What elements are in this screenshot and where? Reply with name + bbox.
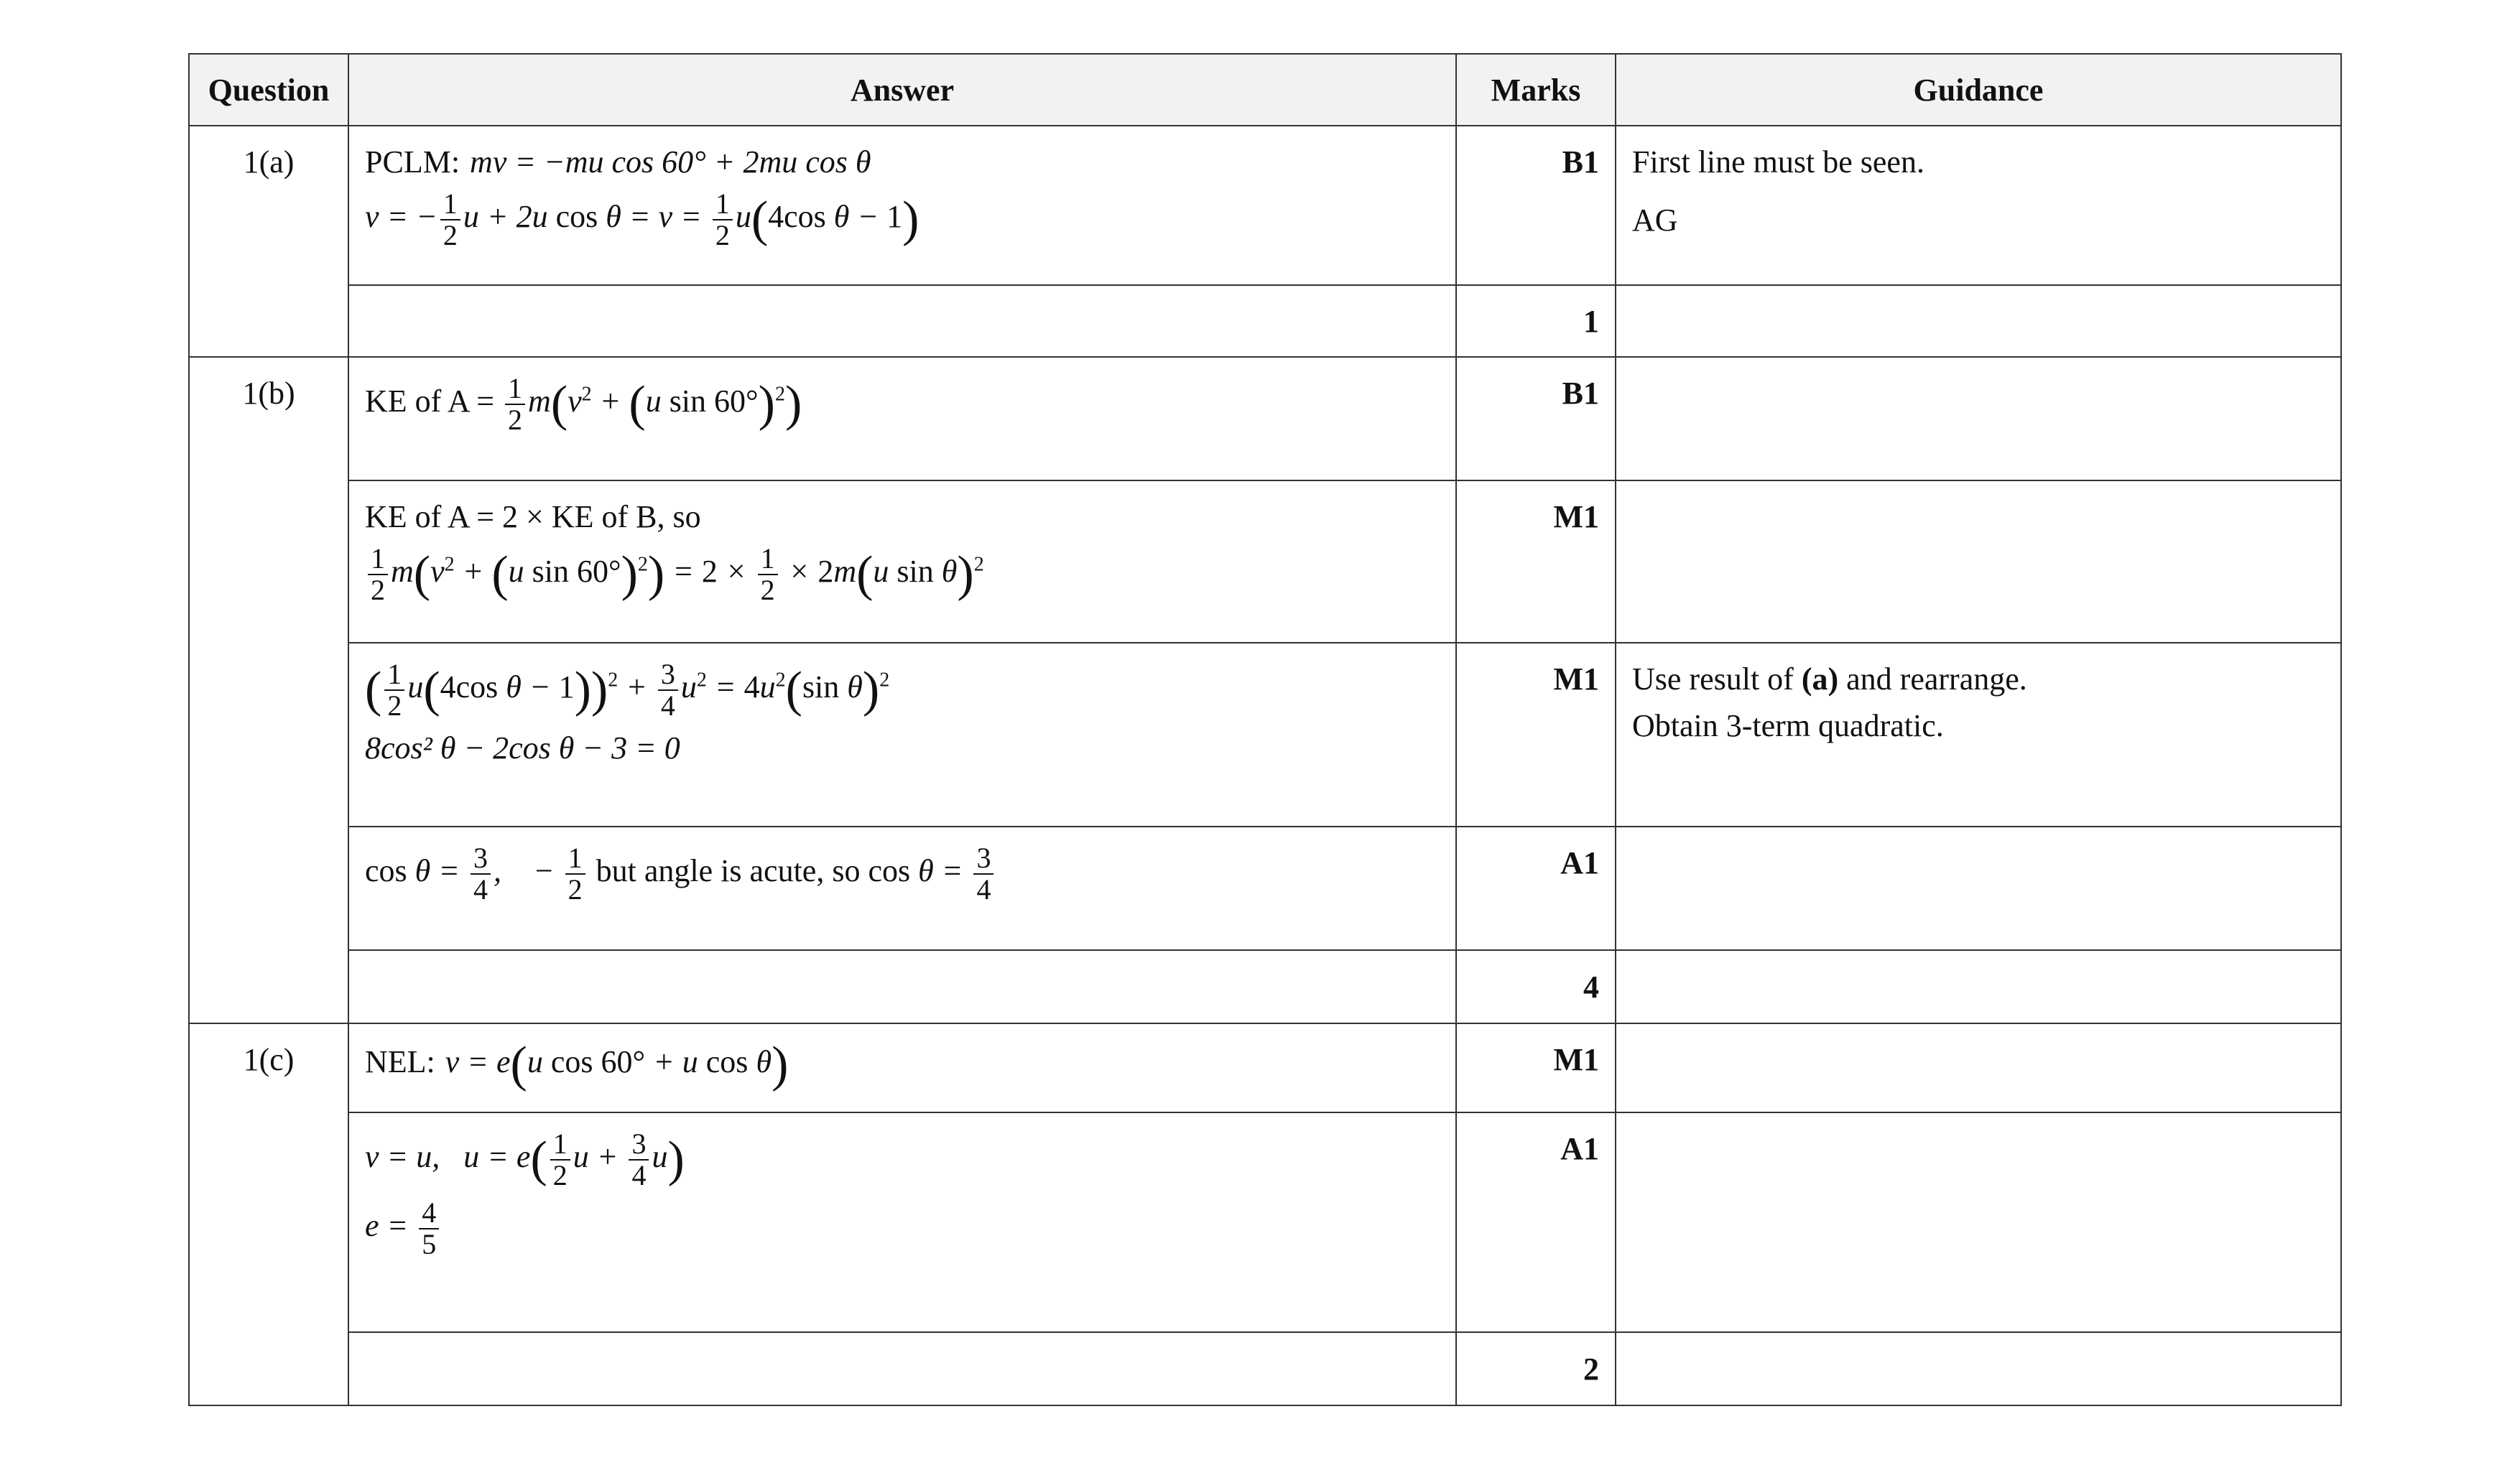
q1c-row-1 bbox=[189, 1023, 2341, 1112]
question-label-1a: 1(a) bbox=[189, 126, 348, 357]
answer-cell bbox=[348, 827, 1456, 950]
nel-label: NEL: bbox=[365, 1044, 435, 1080]
nel-equation: v = e(u cos 60° + u cos θ) bbox=[445, 1037, 789, 1092]
mark: M1 bbox=[1456, 1023, 1616, 1112]
cos-answer: cos θ = $\frac{3}{4}$ bbox=[868, 853, 996, 888]
answer-cell bbox=[348, 1023, 1456, 1112]
mark: B1 bbox=[1456, 357, 1616, 480]
cos-solutions: cos θ = $\frac{3}{4}$ , − $\frac{1}{2}$ bbox=[365, 853, 588, 888]
header-answer: Answer bbox=[348, 54, 1456, 126]
ke-equation: $\frac{1}{2}$ $m(v^2 + (u$ sin 60°)$^2$) = 2 × $\frac{1}{2}$ × 2m(u sin θ)$^2$ bbox=[365, 544, 1440, 605]
q1b-row-1 bbox=[189, 357, 2341, 480]
ke-expression: $\frac{1}{2}$ $m(v^2 + (u$ sin 60°)$^2$) bbox=[502, 383, 802, 419]
header-row bbox=[189, 54, 2341, 126]
ke-relation-text: KE of A = 2 × KE of B, so bbox=[365, 499, 701, 534]
ke-label: KE of A = bbox=[365, 383, 495, 419]
momentum-equation: mv = −mu cos 60° + 2mu cos θ bbox=[470, 144, 871, 180]
q1b-row-2 bbox=[189, 480, 2341, 643]
mark: B1 bbox=[1456, 126, 1616, 285]
mark: A1 bbox=[1456, 827, 1616, 950]
answer-cell bbox=[348, 480, 1456, 643]
substituted-equation: ( $\frac{1}{2}$ u(4cos θ − 1))$^2$ + $\frac{3}{4}$ $u^2 = 4u^2(\sin$ θ)$^2$ bbox=[365, 658, 890, 722]
guidance-ag: AG bbox=[1632, 203, 1678, 238]
total-mark: 2 bbox=[1456, 1332, 1616, 1405]
q1a-total-row bbox=[189, 285, 2341, 357]
q1b-row-4 bbox=[189, 827, 2341, 950]
guidance-text: Use result of (a) and rearrange. bbox=[1632, 661, 2027, 697]
answer-cell bbox=[348, 1112, 1456, 1332]
q1c-total-row bbox=[189, 1332, 2341, 1405]
header-question: Question bbox=[189, 54, 348, 126]
pclm-label: PCLM: bbox=[365, 144, 460, 180]
q1a-row-1 bbox=[189, 126, 2341, 285]
substitution-line: v = u, u = e( $\frac{1}{2}$ u + $\frac{3}{4}$ u) bbox=[365, 1127, 685, 1191]
quadratic-equation: 8cos² θ − 2cos θ − 3 = 0 bbox=[365, 730, 680, 766]
velocity-expression: v = − $\frac{1}{2}$ u + 2u cos θ = v = $\frac{1}{2}$ u(4cos θ − 1) bbox=[365, 187, 919, 251]
question-label-1c: 1(c) bbox=[189, 1023, 348, 1405]
total-mark: 1 bbox=[1456, 285, 1616, 357]
guidance-cell bbox=[1616, 643, 2341, 827]
acute-text: but angle is acute, so bbox=[596, 853, 861, 889]
header-guidance: Guidance bbox=[1616, 54, 2341, 126]
header-marks: Marks bbox=[1456, 54, 1616, 126]
answer-cell bbox=[348, 643, 1456, 827]
question-label-1b: 1(b) bbox=[189, 357, 348, 1023]
q1c-row-2 bbox=[189, 1112, 2341, 1332]
mark: A1 bbox=[1456, 1112, 1616, 1332]
guidance-text: Obtain 3-term quadratic. bbox=[1632, 708, 1944, 743]
answer-cell bbox=[348, 357, 1456, 480]
guidance-cell bbox=[1616, 126, 2341, 285]
guidance-text: First line must be seen. bbox=[1632, 144, 1924, 180]
e-answer: e = $\frac{4}{5}$ bbox=[365, 1198, 1440, 1260]
mark: M1 bbox=[1456, 643, 1616, 827]
mark-scheme-table bbox=[188, 53, 2342, 1406]
answer-cell bbox=[348, 126, 1456, 285]
total-mark: 4 bbox=[1456, 950, 1616, 1023]
mark: M1 bbox=[1456, 480, 1616, 643]
q1b-row-3 bbox=[189, 643, 2341, 827]
q1b-total-row bbox=[189, 950, 2341, 1023]
